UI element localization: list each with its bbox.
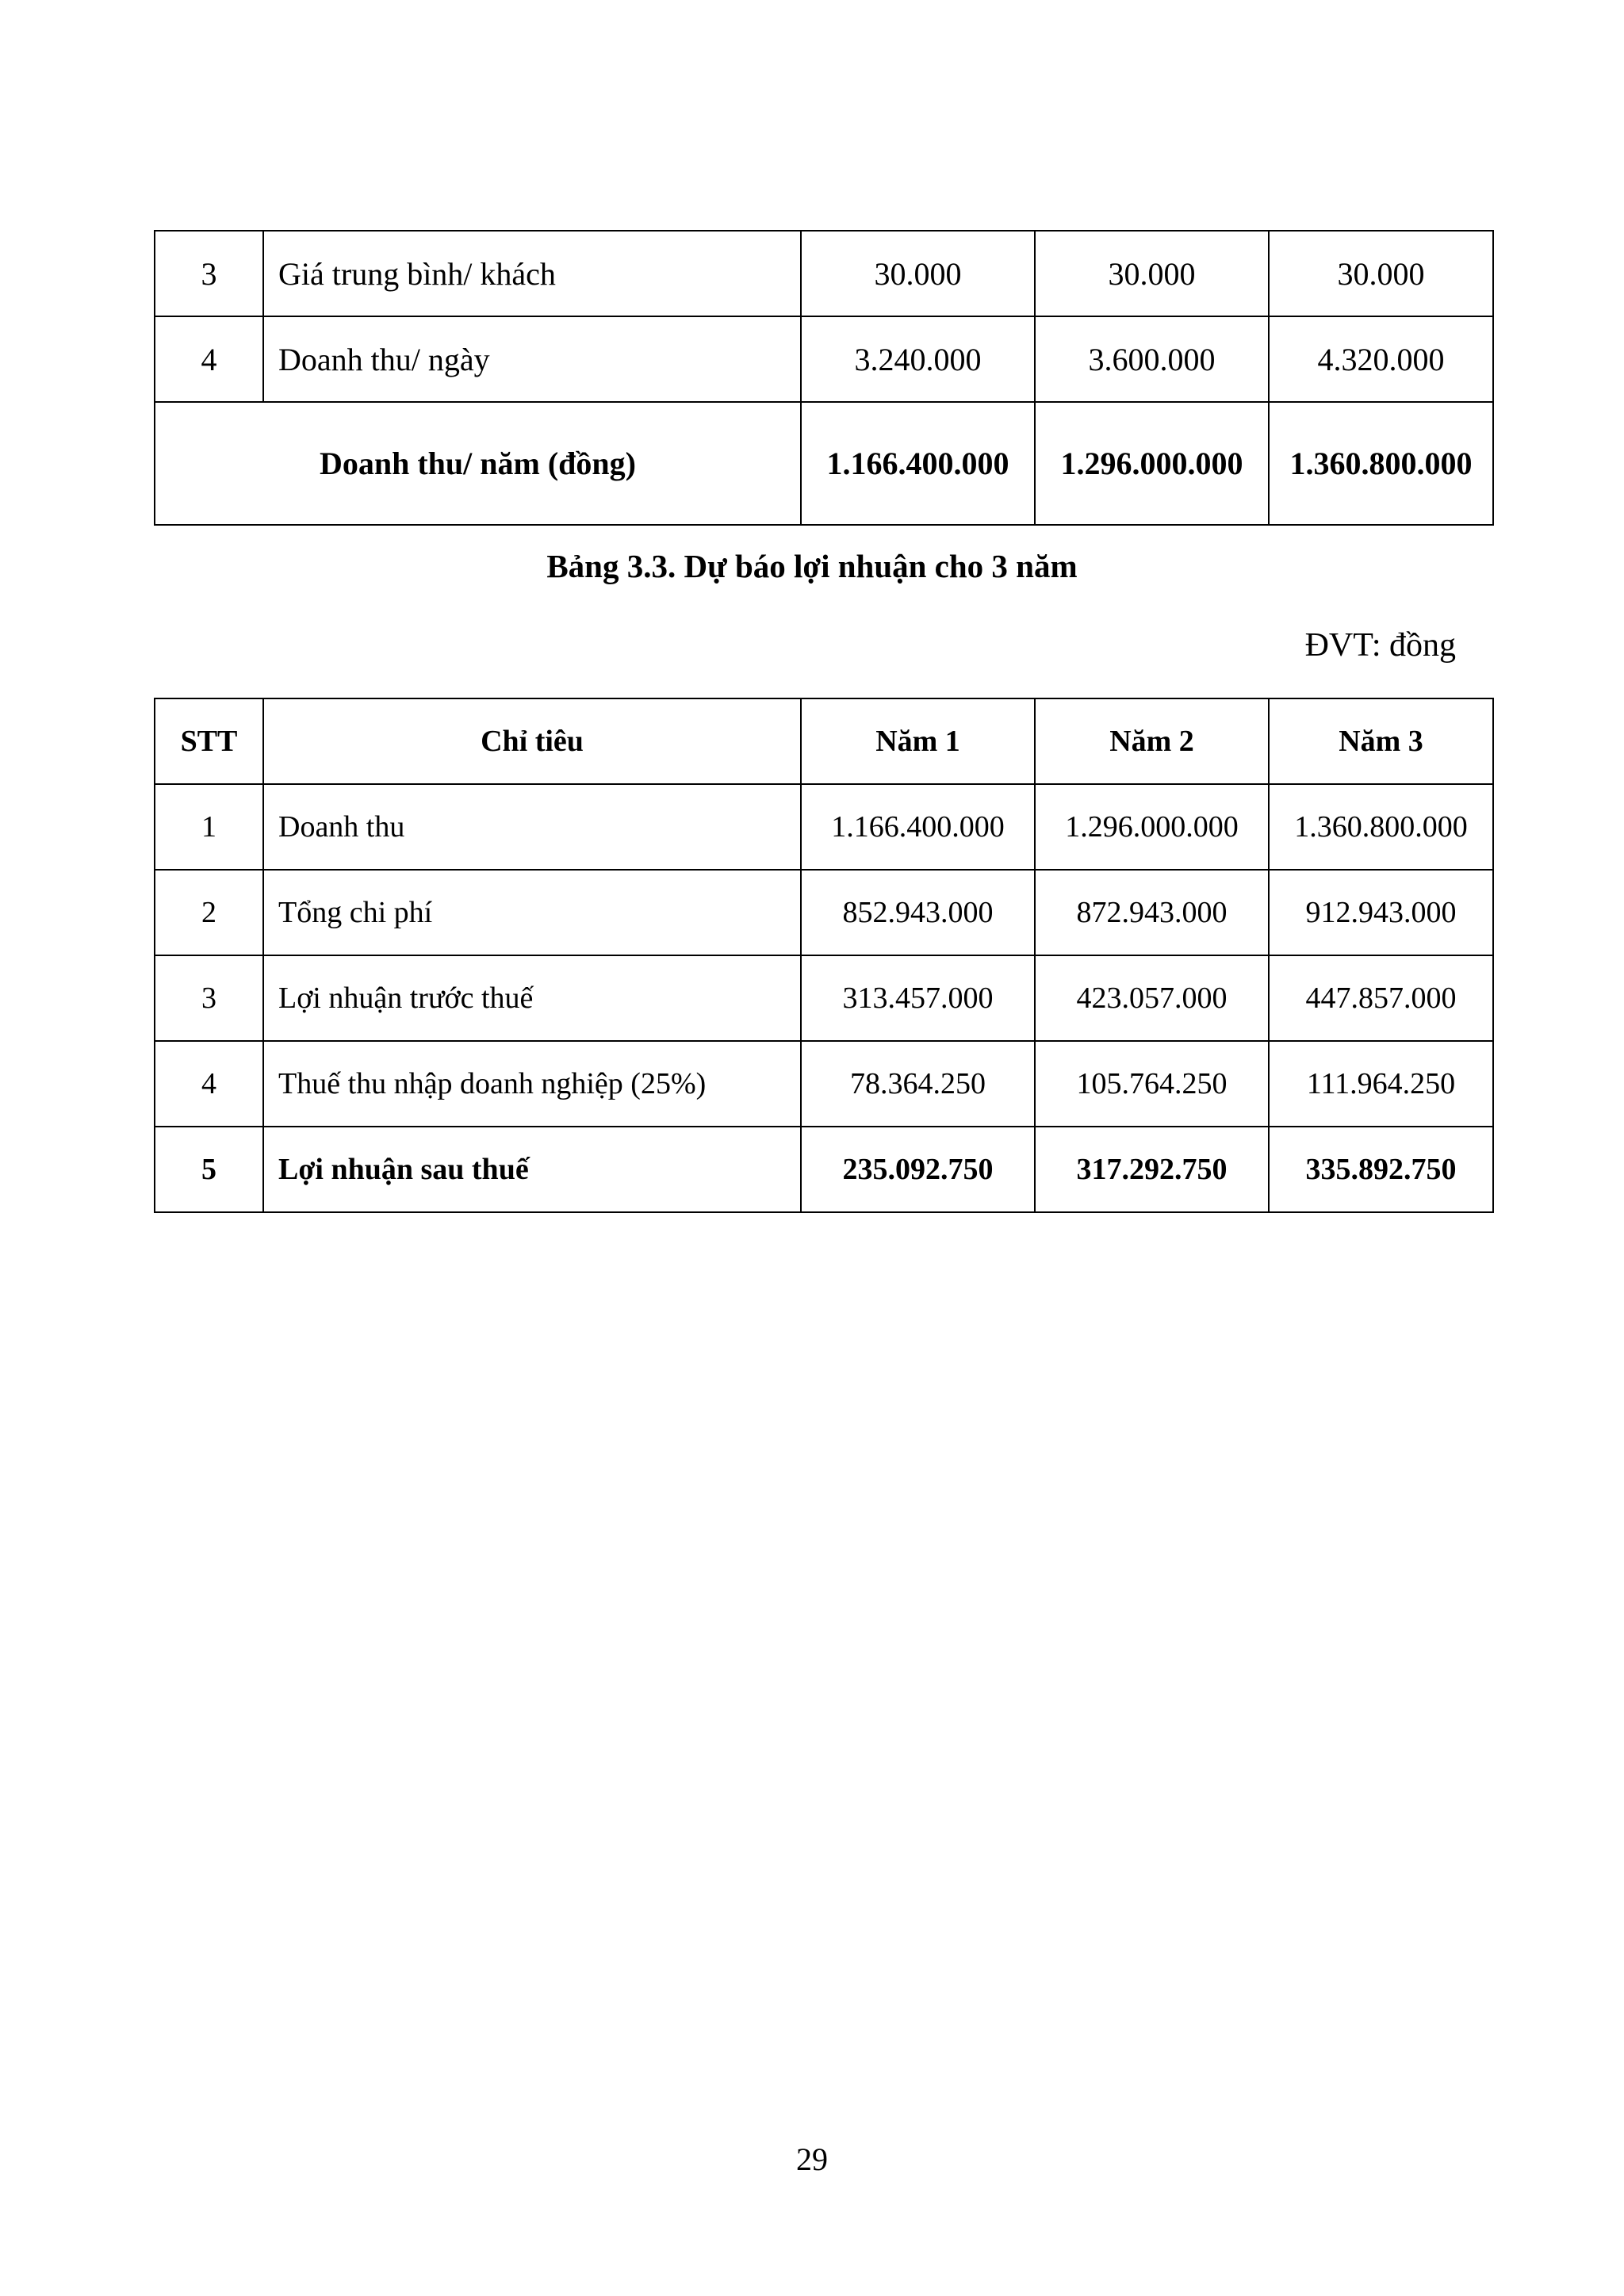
stt-cell: 4	[155, 316, 263, 402]
stt-cell: 3	[155, 955, 263, 1041]
stt-cell: 1	[155, 784, 263, 870]
year2-cell: 105.764.250	[1035, 1041, 1269, 1127]
year1-cell: 1.166.400.000	[801, 784, 1035, 870]
year3-cell: 30.000	[1269, 231, 1493, 316]
table-row	[155, 231, 1493, 316]
label-cell: Thuế thu nhập doanh nghiệp (25%)	[263, 1041, 801, 1127]
year2-cell: 872.943.000	[1035, 870, 1269, 955]
profit-forecast-table	[154, 698, 1494, 1213]
unit-label: ĐVT: đồng	[1304, 627, 1456, 664]
year1-cell: 852.943.000	[801, 870, 1035, 955]
total-row	[155, 402, 1493, 525]
year3-cell: 912.943.000	[1269, 870, 1493, 955]
total-year1-cell: 1.166.400.000	[801, 402, 1035, 525]
total-year2-cell: 1.296.000.000	[1035, 402, 1269, 525]
header-year2: Năm 2	[1035, 698, 1269, 784]
table-caption: Bảng 3.3. Dự báo lợi nhuận cho 3 năm	[546, 548, 1078, 584]
table-row	[155, 870, 1493, 955]
stt-cell: 5	[155, 1127, 263, 1212]
year2-cell: 3.600.000	[1035, 316, 1269, 402]
header-label: Chỉ tiêu	[263, 698, 801, 784]
revenue-table-continued	[154, 230, 1494, 526]
year1-cell: 3.240.000	[801, 316, 1035, 402]
year3-cell: 1.360.800.000	[1269, 784, 1493, 870]
year2-cell: 423.057.000	[1035, 955, 1269, 1041]
header-year1: Năm 1	[801, 698, 1035, 784]
stt-cell: 4	[155, 1041, 263, 1127]
header-stt: STT	[155, 698, 263, 784]
year1-cell: 78.364.250	[801, 1041, 1035, 1127]
stt-cell: 2	[155, 870, 263, 955]
stt-cell: 3	[155, 231, 263, 316]
label-cell: Tổng chi phí	[263, 870, 801, 955]
header-year3: Năm 3	[1269, 698, 1493, 784]
year3-cell: 447.857.000	[1269, 955, 1493, 1041]
table-row	[155, 1041, 1493, 1127]
total-row	[155, 1127, 1493, 1212]
table-row	[155, 316, 1493, 402]
year3-cell: 335.892.750	[1269, 1127, 1493, 1212]
label-cell: Lợi nhuận sau thuế	[263, 1127, 801, 1212]
year1-cell: 235.092.750	[801, 1127, 1035, 1212]
year2-cell: 30.000	[1035, 231, 1269, 316]
year1-cell: 30.000	[801, 231, 1035, 316]
table-row	[155, 784, 1493, 870]
page-number: 29	[796, 2141, 828, 2177]
year2-cell: 1.296.000.000	[1035, 784, 1269, 870]
year1-cell: 313.457.000	[801, 955, 1035, 1041]
total-label-cell: Doanh thu/ năm (đồng)	[155, 402, 801, 525]
label-cell: Doanh thu/ ngày	[263, 316, 801, 402]
table-row	[155, 955, 1493, 1041]
label-cell: Giá trung bình/ khách	[263, 231, 801, 316]
header-row	[155, 698, 1493, 784]
year3-cell: 4.320.000	[1269, 316, 1493, 402]
label-cell: Doanh thu	[263, 784, 801, 870]
year3-cell: 111.964.250	[1269, 1041, 1493, 1127]
total-year3-cell: 1.360.800.000	[1269, 402, 1493, 525]
label-cell: Lợi nhuận trước thuế	[263, 955, 801, 1041]
year2-cell: 317.292.750	[1035, 1127, 1269, 1212]
